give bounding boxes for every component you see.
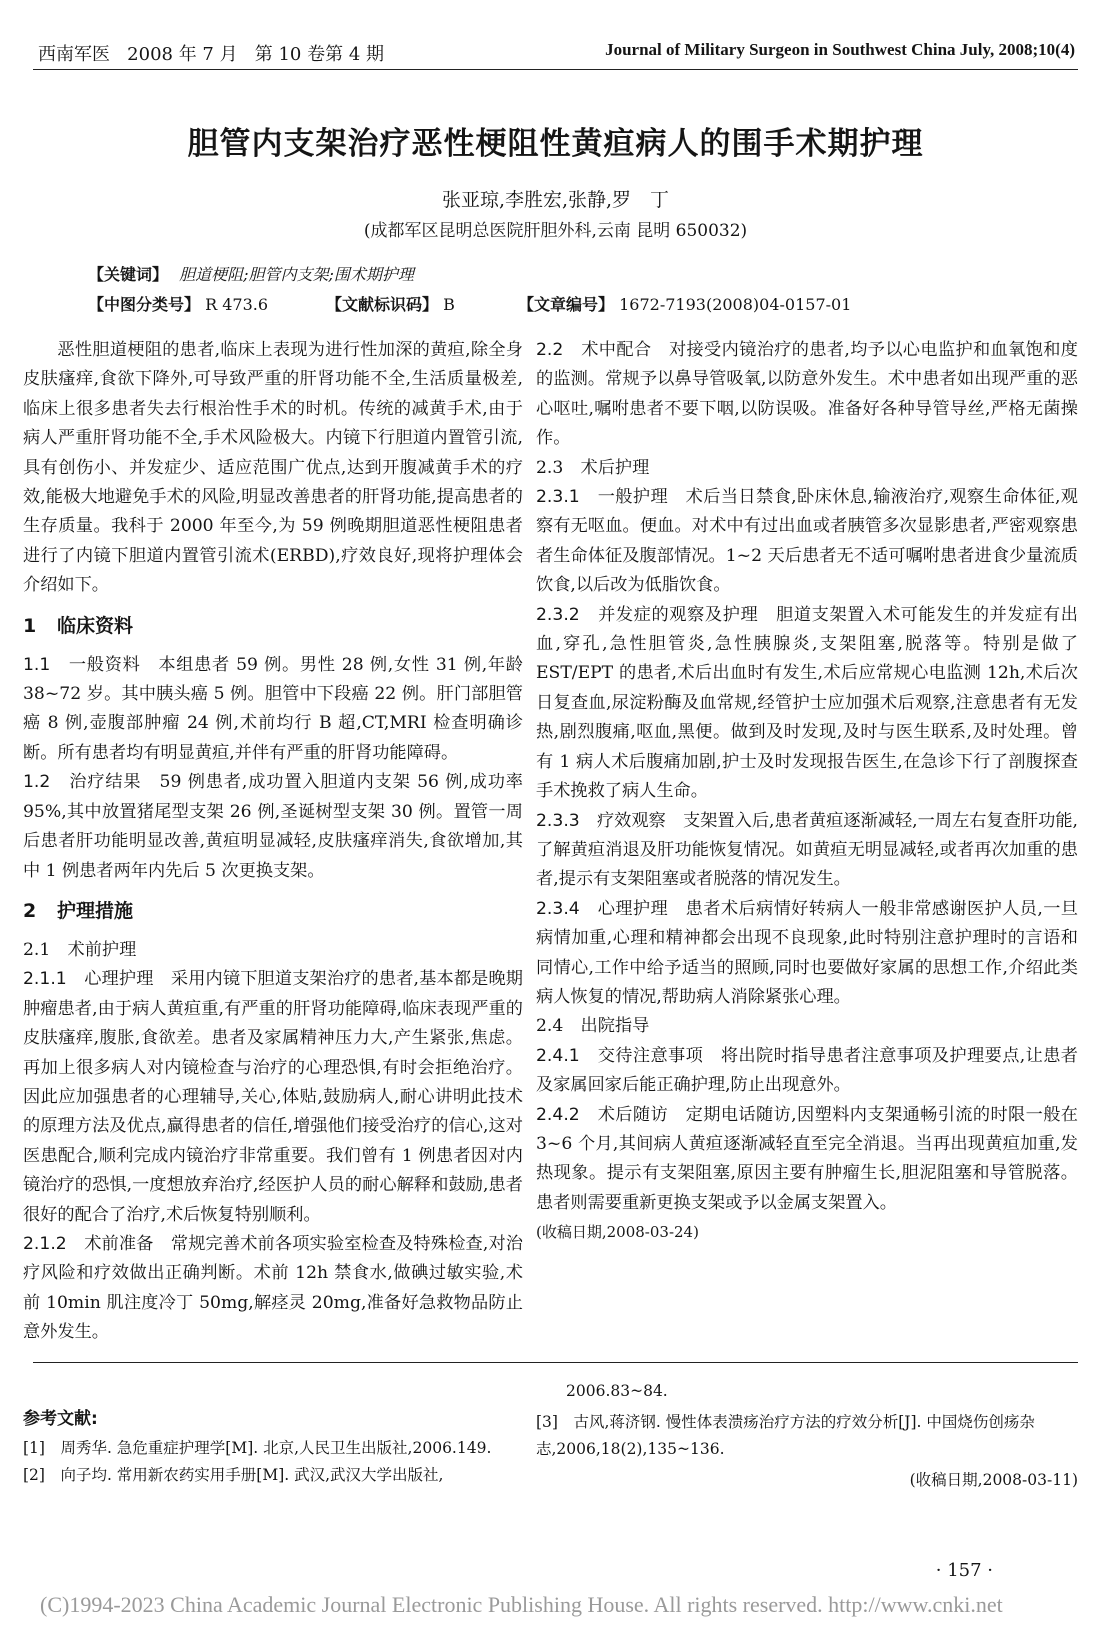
keywords-line [88,262,414,285]
article-title: 胆管内支架治疗恶性梗阻性黄疸病人的围手术期护理 [187,126,924,162]
reference-continuation: 2006.83~84. [566,1382,668,1400]
reference-item: [3] 古风,蒋济钢. 慢性体表溃疡治疗方法的疗效分析[J]. 中国烧伤创疡杂志,2006,18(2),135~136. [536,1413,1035,1458]
references-left [23,1435,523,1489]
section-2-heading: 2 护理措施 [23,899,134,922]
articleno-label: 【文章编号】 [518,295,615,314]
para-2-3-1: 2.3.1 一般护理 术后当日禁食,卧床休息,输液治疗,观察生命体征,观察有无呕血。便血。对术中有过出血或者胰管多次显影患者,严密观察患者生命体征及腹部情况。1~2 天后患者无不适可嘱咐患者进食少量流质饮食,以后改为低脂饮食。 [536,487,1078,596]
para-2-2: 2.2 术中配合 对接受内镜治疗的患者,均予以心电监护和血氧饱和度的监测。常规予以鼻导管吸氧,以防意外发生。术中患者如出现严重的恶心呕吐,嘱咐患者不要下咽,以防误吸。准备好各种导管导丝,严格无菌操作。 [536,340,1078,449]
subsection-2-3-heading: 2.3 术后护理 [536,457,650,478]
article-affiliation: (成都军区昆明总医院肝胆外科,云南 昆明 650032) [363,221,748,241]
received-date: (收稿日期,2008-03-24) [536,1223,699,1242]
para-2-4-2: 2.4.2 术后随访 定期电话随访,因塑料内支架通畅引流的时限一般在 3~6 个月,其间病人黄疸逐渐减轻直至完全消退。当再出现黄疸加重,发热现象。提示有支架阻塞,原因主要有肿瘤生长,胆泥阻塞和导管脱落。患者则需要重新更换支架或予以金属支架置入。 [536,1104,1078,1213]
copyright-watermark: (C)1994-2023 China Academic Journal Electronic Publishing House. All rights reserved. http://www.cnki.net [40,1592,1003,1617]
reference-item: [1] 周秀华. 急危重症护理学[M]. 北京,人民卫生出版社,2006.149. [23,1439,492,1457]
keywords-label: 【关键词】 [88,265,169,284]
references-rule [33,1362,1078,1363]
para-2-3-3: 2.3.3 疗效观察 支架置入后,患者黄疸逐渐减轻,一周左右复查肝功能,了解黄疸消退及肝功能恢复情况。如黄疸无明显减轻,或者再次加重的患者,提示有支架阻塞或者脱落的情况发生。 [536,810,1078,890]
running-header-left: 西南军医 2008 年 7 月 第 10 卷第 4 期 [38,44,384,65]
section-1-heading: 1 临床资料 [23,614,134,637]
para-2-3-2: 2.3.2 并发症的观察及护理 胆道支架置入术可能发生的并发症有出血,穿孔,急性胆管炎,急性胰腺炎,支架阻塞,脱落等。特别是做了 EST/EPT 的患者,术后出血时有发生,术后应常规心电监测 12h,术后次日复查血,尿淀粉酶及血常规,经管护士应加强术后观察,注意患者有无发热,剧烈腹痛,呕血,黑便。做到及时发现,及时与医生联系,及时处理。曾有 1 病人术后腹痛加剧,护士及时发现报告医生,在急诊下行了剖腹探查手术挽救了病人生命。 [536,604,1078,802]
references-right [536,1378,1078,1494]
para-1-2: 1.2 治疗结果 59 例患者,成功置入胆道内支架 56 例,成功率 95%,其中放置猪尾型支架 26 例,圣诞树型支架 30 例。置管一周后患者肝功能明显改善,黄疸明显减轻,皮肤瘙痒消失,食欲增加,其中 1 例患者两年内先后 5 次更换支架。 [23,772,523,881]
references-title: 参考文献: [23,1409,98,1429]
para-1-1: 1.1 一般资料 本组患者 59 例。男性 28 例,女性 31 例,年龄 38~72 岁。其中胰头癌 5 例。胆管中下段癌 22 例。肝门部胆管癌 8 例,壶腹部肿瘤 24 例,术前均行 B 超,CT,MRI 检查明确诊断。所有患者均有明显黄疸,并伴有严重的肝肾功能障碍。 [23,654,523,763]
references-received-date: (收稿日期,2008-03-11) [909,1471,1078,1489]
header-rule [33,69,1078,70]
clc-label: 【中图分类号】 [88,295,201,314]
doccode-value: B [443,295,455,314]
page-number: · 157 · [935,1560,993,1581]
subsection-2-1-heading: 2.1 术前护理 [23,939,137,960]
para-2-1-2: 2.1.2 术前准备 常规完善术前各项实验室检查及特殊检查,对治疗风险和疗效做出正确判断。术前 12h 禁食水,做碘过敏实验,术前 10min 肌注度冷丁 50mg,解痉灵 20mg,准备好急救物品防止意外发生。 [23,1233,523,1343]
article-authors: 张亚琼,李胜宏,张静,罗 丁 [441,189,670,211]
clc-value: R 473.6 [205,295,269,314]
left-column [23,336,523,1348]
subsection-2-4-heading: 2.4 出院指导 [536,1016,650,1037]
right-column [536,336,1078,1248]
running-header-right: Journal of Military Surgeon in Southwest China July, 2008;10(4) [605,40,1075,59]
doccode-label: 【文献标识码】 [326,295,439,314]
para-2-4-1: 2.4.1 交待注意事项 将出院时指导患者注意事项及护理要点,让患者及家属回家后能正确护理,防止出现意外。 [536,1045,1078,1096]
keywords-text: 胆道梗阻;胆管内支架;围术期护理 [179,265,414,284]
reference-item: [2] 向子均. 常用新农药实用手册[M]. 武汉,武汉大学出版社, [23,1466,444,1484]
articleno-value: 1672-7193(2008)04-0157-01 [619,295,852,314]
para-2-1-1: 2.1.1 心理护理 采用内镜下胆道支架治疗的患者,基本都是晚期肿瘤患者,由于病人黄疸重,有严重的肝肾功能障碍,临床表现严重的皮肤瘙痒,腹胀,食欲差。患者及家属精神压力大,产生紧张,焦虑。再加上很多病人对内镜检查与治疗的心理恐惧,有时会拒绝治疗。因此应加强患者的心理辅导,关心,体贴,鼓励病人,耐心讲明此技术的原理方法及优点,赢得患者的信任,增强他们接受治疗的信心,这对医患配合,顺利完成内镜治疗非常重要。我们曾有 1 例患者因对内镜治疗的恐惧,一度想放弃治疗,经医护人员的耐心解释和鼓励,患者很好的配合了治疗,术后恢复特别顺利。 [23,969,523,1225]
para-2-3-4: 2.3.4 心理护理 患者术后病情好转病人一般非常感谢医护人员,一旦病情加重,心理和精神都会出现不良现象,此时特别注意护理时的言语和同情心,工作中给予适当的照顾,同时也要做好家属的思想工作,介绍此类病人恢复的情况,帮助病人消除紧张心理。 [536,898,1078,1007]
intro-paragraph: 恶性胆道梗阻的患者,临床上表现为进行性加深的黄疸,除全身皮肤瘙痒,食欲下降外,可导致严重的肝肾功能不全,生活质量极差,临床上很多患者失去行根治性手术的时机。传统的减黄手术,由于病人严重肝肾功能不全,手术风险极大。内镜下行胆道内置管引流,具有创伤小、并发症少、适应范围广优点,达到开腹减黄手术的疗效,能极大地避免手术的风险,明显改善患者的肝肾功能,提高患者的生存质量。我科于 2000 年至今,为 59 例晚期胆道恶性梗阻患者进行了内镜下胆道内置管引流术(ERBD),疗效良好,现将护理体会介绍如下。 [23,340,523,596]
